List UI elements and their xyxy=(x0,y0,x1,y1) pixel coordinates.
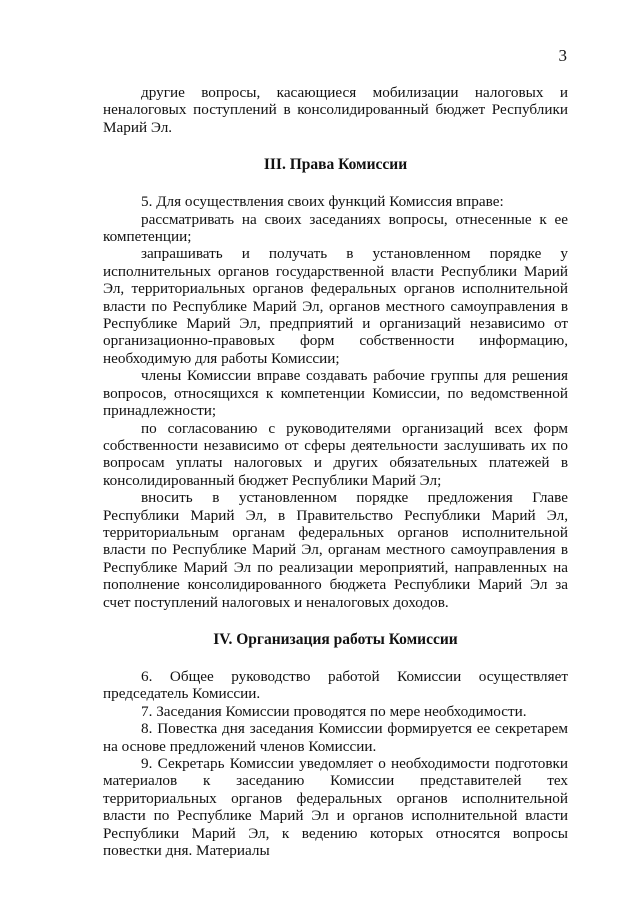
section-3-paragraph: запрашивать и получать в установленном порядке у исполнительных органов государственной власти Республики Марий Эл, территориальных органов федеральных органов исполнительной власти по Республике Марий Эл, органов местного самоуправления в Республике Марий Эл, предприятий и организаций независимо от организационно-правовых форм собственности информацию, необходимую для работы Комиссии; xyxy=(103,245,568,367)
page-number: 3 xyxy=(558,46,567,65)
section-4-paragraph: 6. Общее руководство работой Комиссии осуществляет председатель Комиссии. xyxy=(103,667,568,703)
document-body xyxy=(103,84,568,859)
section-3-paragraph: по согласованию с руководителями организаций всех форм собственности независимо от сферы деятельности заслушивать их по вопросам уплаты налоговых и других обязательных платежей в консолидированный бюджет Республики Марий Эл; xyxy=(103,419,568,489)
section-4-paragraph: 9. Секретарь Комиссии уведомляет о необходимости подготовки материалов к заседанию Комиссии представителей тех территориальных органов федеральных органов исполнительной власти по Республике Марий Эл и органов исполнительной власти Республики Марий Эл, к ведению которых относятся вопросы повестки дня. Материалы xyxy=(103,755,568,860)
intro-paragraph: другие вопросы, касающиеся мобилизации налоговых и неналоговых поступлений в консолидированный бюджет Республики Марий Эл. xyxy=(103,84,568,136)
section-4-heading: IV. Организация работы Комиссии xyxy=(213,630,458,648)
section-3-paragraph: 5. Для осуществления своих функций Комиссия вправе: xyxy=(141,193,504,211)
section-4-paragraph: 7. Заседания Комиссии проводятся по мере необходимости. xyxy=(141,702,527,720)
section-3-paragraph: вносить в установленном порядке предложения Главе Республики Марий Эл, в Правительство Республики Марий Эл, территориальным органам федеральных органов исполнительной власти по Республике Марий Эл, органам местного самоуправления в Республике Марий Эл по реализации мероприятий, направленных на пополнение консолидированного бюджета Республики Марий Эл за счет поступлений налоговых и неналоговых доходов. xyxy=(103,489,568,611)
section-3-paragraph: рассматривать на своих заседаниях вопросы, отнесенные к ее компетенции; xyxy=(103,210,568,246)
section-3-heading: III. Права Комиссии xyxy=(263,156,408,174)
section-3-paragraph: члены Комиссии вправе создавать рабочие группы для решения вопросов, относящихся к компетенции Комиссии, по ведомственной принадлежности; xyxy=(103,367,568,420)
section-4-paragraph: 8. Повестка дня заседания Комиссии формируется ее секретарем на основе предложений членов Комиссии. xyxy=(103,720,568,755)
